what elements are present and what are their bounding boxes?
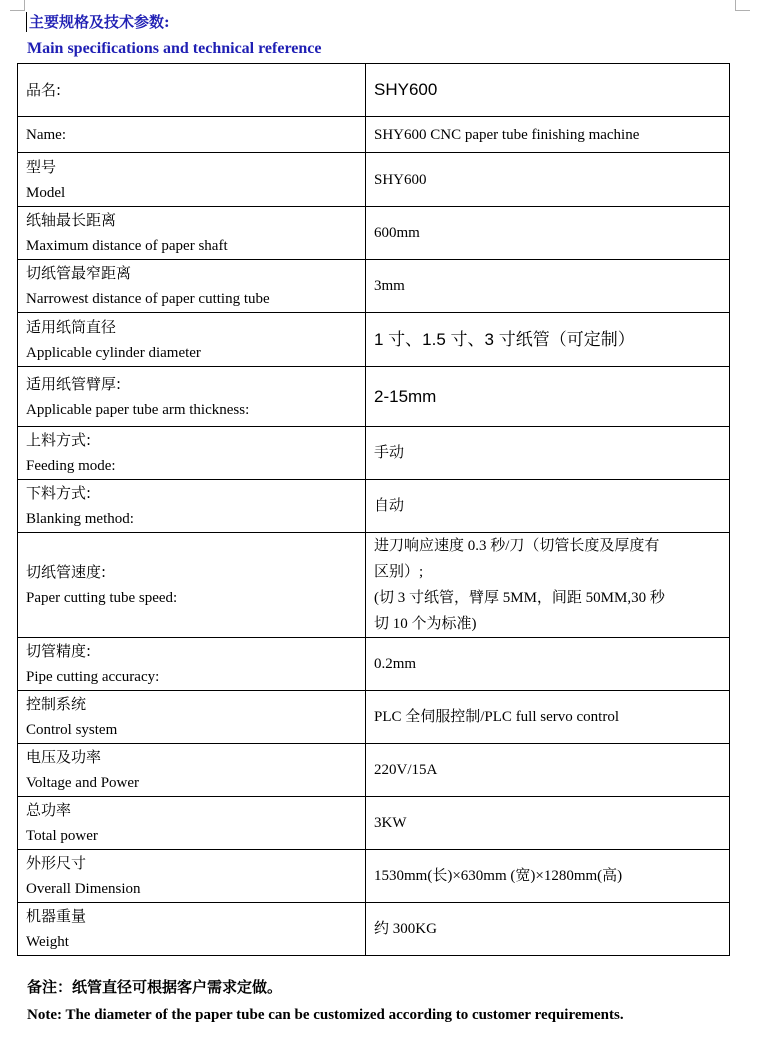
spec-label-english: Narrowest distance of paper cutting tube: [26, 291, 270, 307]
spec-label-english: Name:: [26, 126, 66, 143]
spec-label-cell: [18, 260, 366, 313]
spec-label-chinese: 切纸管速度:: [26, 563, 107, 581]
table-row: [18, 427, 730, 480]
spec-label-cell: [18, 533, 366, 638]
spec-label-cell: [18, 480, 366, 533]
spec-value-cell: [366, 64, 730, 117]
spec-value-text: 220V/15A: [374, 762, 438, 778]
spec-value-text: 3mm: [374, 278, 405, 294]
spec-label-chinese: 总功率: [26, 801, 72, 819]
table-row: [18, 367, 730, 427]
spec-label-chinese: 控制系统: [26, 695, 87, 713]
spec-value-cell: [366, 207, 730, 260]
heading-chinese: 主要规格及技术参数:: [29, 13, 170, 31]
spec-value-cell: [366, 313, 730, 367]
spec-label-chinese: 型号: [26, 157, 57, 176]
spec-label-cell: [18, 427, 366, 480]
spec-value-cell: [366, 260, 730, 313]
spec-value-cell: [366, 744, 730, 797]
spec-label-english: Blanking method:: [26, 511, 134, 527]
spec-label-english: Applicable paper tube arm thickness:: [26, 401, 250, 418]
spec-table: [17, 63, 730, 956]
text-cursor: [26, 12, 27, 32]
spec-label-chinese: 切管精度:: [26, 642, 92, 660]
table-row: [18, 850, 730, 903]
spec-table-body: [18, 64, 730, 956]
spec-label-chinese: 电压及功率: [26, 748, 102, 766]
table-row: [18, 207, 730, 260]
spec-label-english: Feeding mode:: [26, 458, 116, 474]
spec-value-cell: [366, 691, 730, 744]
spec-value-text: 进刀响应速度 0.3 秒/刀（切管长度及厚度有: [374, 538, 660, 554]
spec-label-chinese: 适用纸筒直径: [26, 317, 117, 336]
spec-value-text: 2-15mm: [374, 386, 437, 406]
spec-label-chinese: 适用纸管臂厚:: [26, 374, 122, 393]
page-corner-mark-right: [735, 0, 750, 11]
spec-value-text: 切 10 个为标准): [374, 616, 477, 632]
spec-value-text: 1 寸、1.5 寸、3 寸纸管（可定制）: [374, 329, 635, 349]
spec-label-chinese: 品名:: [26, 81, 62, 99]
spec-label-cell: [18, 691, 366, 744]
table-row: [18, 480, 730, 533]
spec-label-english: Pipe cutting accuracy:: [26, 669, 160, 685]
spec-value-cell: [366, 797, 730, 850]
table-row: [18, 691, 730, 744]
table-row: [18, 638, 730, 691]
spec-label-cell: [18, 367, 366, 427]
spec-label-english: Weight: [26, 934, 69, 950]
note-chinese: 备注：纸管直径可根据客户需求定做。: [27, 978, 283, 996]
spec-label-cell: [18, 64, 366, 117]
spec-value-cell: [366, 850, 730, 903]
table-row: [18, 533, 730, 638]
spec-value-text: 区别）;: [374, 564, 424, 580]
spec-label-english: Maximum distance of paper shaft: [26, 238, 228, 254]
spec-label-english: Paper cutting tube speed:: [26, 590, 178, 606]
table-row: [18, 903, 730, 956]
spec-value-text: PLC 全伺服控制/PLC full servo control: [374, 709, 619, 725]
spec-label-cell: [18, 153, 366, 207]
spec-value-cell: [366, 367, 730, 427]
spec-value-cell: [366, 117, 730, 153]
table-row: [18, 797, 730, 850]
spec-label-cell: [18, 638, 366, 691]
spec-value-cell: [366, 903, 730, 956]
spec-label-chinese: 上料方式:: [26, 431, 92, 449]
table-row: [18, 64, 730, 117]
spec-value-text: 自动: [374, 498, 405, 514]
spec-label-cell: [18, 313, 366, 367]
spec-value-cell: [366, 153, 730, 207]
table-row: [18, 153, 730, 207]
spec-label-cell: [18, 850, 366, 903]
spec-value-text: 1530mm(长)×630mm (宽)×1280mm(高): [374, 868, 623, 884]
spec-label-chinese: 切纸管最窄距离: [26, 264, 132, 282]
spec-value-text: 手动: [374, 445, 405, 461]
spec-label-cell: [18, 207, 366, 260]
spec-label-cell: [18, 797, 366, 850]
spec-label-english: Overall Dimension: [26, 881, 141, 897]
spec-label-english: Applicable cylinder diameter: [26, 344, 201, 361]
spec-label-english: Total power: [26, 828, 98, 844]
spec-value-cell: [366, 480, 730, 533]
table-row: [18, 313, 730, 367]
spec-label-chinese: 外形尺寸: [26, 854, 87, 872]
spec-label-english: Control system: [26, 722, 118, 738]
spec-value-cell: [366, 427, 730, 480]
spec-value-cell: [366, 533, 730, 638]
table-row: [18, 260, 730, 313]
spec-label-chinese: 纸轴最长距离: [26, 211, 117, 229]
heading-english: Main specifications and technical reference: [27, 40, 322, 57]
spec-value-cell: [366, 638, 730, 691]
spec-value-text: 3KW: [374, 815, 407, 831]
spec-value-text: 600mm: [374, 225, 420, 241]
spec-label-chinese: 下料方式:: [26, 484, 92, 502]
table-row: [18, 744, 730, 797]
note-english: Note: The diameter of the paper tube can be customized according to customer requirements.: [27, 1007, 624, 1023]
spec-value-text: SHY600: [374, 80, 438, 99]
spec-label-cell: [18, 744, 366, 797]
spec-label-cell: [18, 117, 366, 153]
spec-value-text: 0.2mm: [374, 656, 417, 672]
spec-value-text: SHY600: [374, 171, 427, 188]
spec-label-cell: [18, 903, 366, 956]
table-row: [18, 117, 730, 153]
spec-value-text: SHY600 CNC paper tube finishing machine: [374, 126, 640, 143]
spec-value-text: 约 300KG: [374, 921, 437, 937]
page-corner-mark-left: [10, 0, 25, 11]
spec-label-english: Voltage and Power: [26, 775, 140, 791]
spec-value-text: (切 3 寸纸管，臂厚 5MM，间距 50MM,30 秒: [374, 590, 665, 606]
spec-label-english: Model: [26, 184, 66, 201]
spec-label-chinese: 机器重量: [26, 907, 87, 925]
